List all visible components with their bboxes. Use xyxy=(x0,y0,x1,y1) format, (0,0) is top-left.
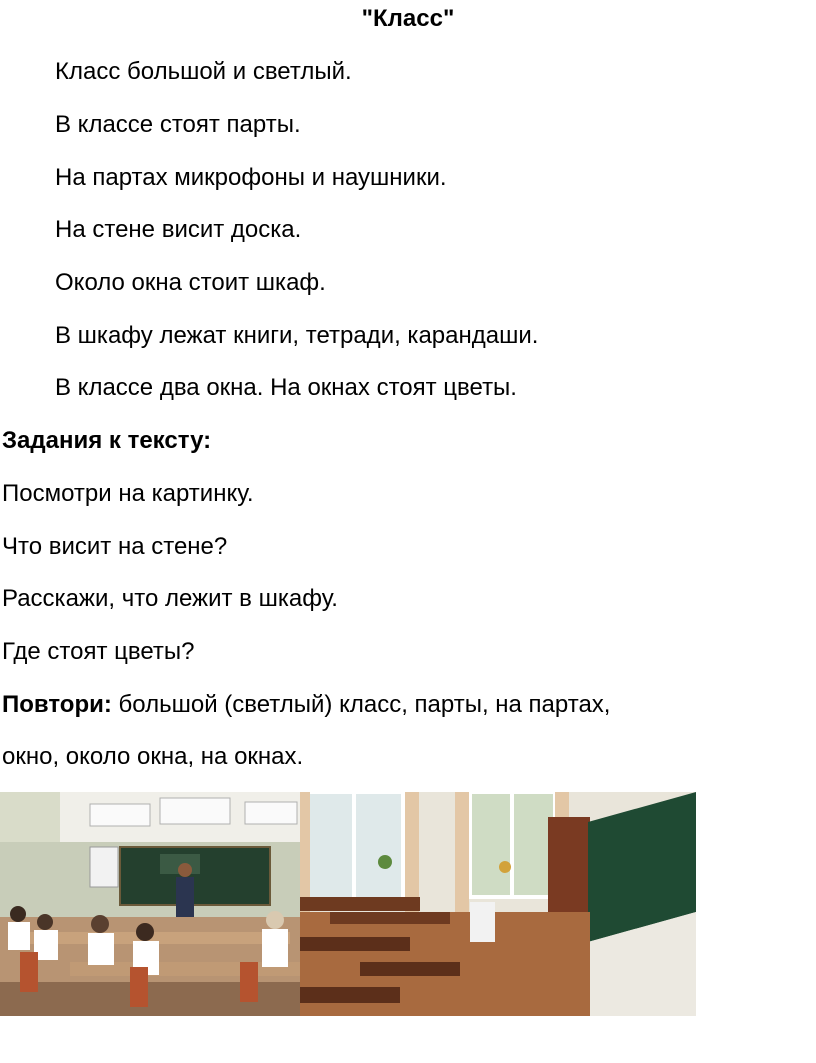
task-item: Где стоят цветы? xyxy=(2,638,195,665)
repeat-text: большой (светлый) класс, парты, на партах, xyxy=(111,691,611,718)
story-line: В классе два окна. На окнах стоят цветы. xyxy=(55,374,517,401)
empty-classroom-photo xyxy=(300,792,696,1016)
story-line: Класс большой и светлый. xyxy=(55,58,352,85)
classroom-photo-collage xyxy=(0,792,696,1016)
task-item: Что висит на стене? xyxy=(2,533,228,560)
repeat-line xyxy=(2,690,610,720)
classroom-photos xyxy=(0,792,696,1016)
document-title: "Класс" xyxy=(361,5,455,32)
repeat-label: Повтори: xyxy=(2,691,112,718)
story-line: В классе стоят парты. xyxy=(55,111,301,138)
task-item: Посмотри на картинку. xyxy=(2,480,254,507)
repeat-line-2: окно, около окна, на окнах. xyxy=(2,743,304,770)
classroom-lesson-photo xyxy=(0,792,300,1016)
story-line: В шкафу лежат книги, тетради, карандаши. xyxy=(55,322,539,349)
tasks-heading: Задания к тексту: xyxy=(2,427,212,454)
story-line: Около окна стоит шкаф. xyxy=(55,269,326,296)
task-item: Расскажи, что лежит в шкафу. xyxy=(2,585,338,612)
story-line: На партах микрофоны и наушники. xyxy=(55,164,447,191)
story-line: На стене висит доска. xyxy=(55,216,302,243)
